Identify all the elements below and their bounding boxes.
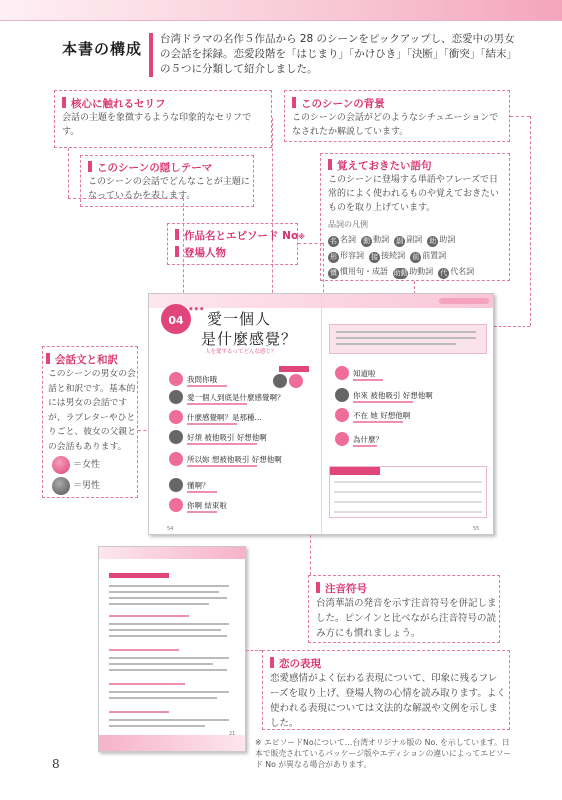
desc-zhuyin: 台湾華語の発音を示す注音符号を併記しました。ピンインと比べながら注音符号の読み方にも慣れましょう。 — [316, 598, 497, 639]
pos-item: 助 助詞 — [429, 235, 456, 245]
pos-legend — [328, 232, 508, 280]
label-hidden-theme: このシーンの隠しテーマ — [88, 160, 212, 175]
connector-line — [310, 535, 311, 575]
spread-page-number-left: 54 — [167, 526, 174, 532]
desc-hidden-theme: このシーンの会話でどんなことが主題になっているかを表します。 — [88, 177, 250, 201]
dialogue-line: 你啊 結束啦 — [187, 501, 227, 510]
desc-vocab: このシーンに登場する単語やフレーズで日常的によく使われるものや覚えておきたいものを取り上げています。 — [328, 175, 500, 213]
pos-item: 動 動詞 — [363, 235, 390, 245]
spread-page-number-right: 55 — [473, 526, 480, 532]
translation-line — [353, 401, 413, 403]
pos-legend-title: 品詞の凡例 — [328, 220, 368, 229]
desc-key-line: 会話の主題を象徴するような印象的なセリフです。 — [62, 113, 252, 137]
pos-item: 形 形容詞 — [330, 251, 364, 261]
translation-line — [187, 403, 247, 405]
page2-page-number: 21 — [229, 731, 236, 737]
dialogue-line: 不在 她 好想他啊 — [353, 411, 411, 420]
dialogue-line: 我問你哦 — [187, 375, 217, 384]
label-title-episode: 作品名とエピソード No※ — [175, 228, 305, 243]
love-expression-page-preview — [98, 546, 246, 752]
dialogue-line: 知道啦 — [353, 369, 376, 378]
header-intro-text: 台湾ドラマの名作５作品から 28 のシーンをピックアップし、恋愛中の男女の会話を採録。恋愛段階を「はじまり」「かけひき」「決断」「衝突」「結末」の５つに分類して紹介しました。 — [160, 33, 517, 75]
page-number: 8 — [52, 757, 60, 771]
translation-line — [353, 445, 377, 447]
male-icon — [169, 478, 183, 492]
page-spread-preview — [148, 293, 494, 535]
label-dialogue: 会話文と和訳 — [46, 352, 118, 367]
top-band-line — [0, 20, 562, 21]
desc-love-expression: 恋愛感情がよく伝わる表現について、印象に残るフレーズを取り上げ、登場人物の心情を読み取ります。よく使われる表現については文法的な解説や文例を示しました。 — [270, 673, 506, 729]
pos-item: 前 前置詞 — [412, 251, 447, 261]
male-icon — [169, 430, 183, 444]
connector-line — [494, 326, 530, 327]
label-zhuyin: 注音符号 — [316, 581, 367, 596]
spread-top-tab — [439, 298, 489, 304]
page-title: 本書の構成 — [62, 40, 143, 58]
scene-title-line2: 是什麼感覺？ — [201, 330, 298, 348]
male-icon — [169, 390, 183, 404]
translation-line — [187, 491, 217, 493]
header-accent-bar — [149, 33, 153, 77]
legend-female-label: ＝女性 — [73, 460, 101, 470]
dialogue-line: 所以妳 想被他吸引 好想他啊 — [187, 455, 282, 464]
translation-line — [187, 443, 257, 445]
female-icon — [289, 374, 303, 388]
female-icon — [169, 498, 183, 512]
pos-item: 名 名詞 — [330, 235, 356, 245]
translation-line — [187, 511, 217, 513]
label-characters: 登場人物 — [175, 245, 226, 260]
spread-gutter — [321, 294, 322, 534]
connector-line — [530, 116, 531, 326]
pos-item: 代 代名詞 — [440, 267, 475, 277]
label-vocab: 覚えておきたい語句 — [328, 158, 432, 173]
background-box — [329, 324, 487, 354]
connector-line — [68, 148, 69, 198]
dialogue-line: 為什麼？ — [353, 435, 383, 444]
translation-line — [353, 379, 383, 381]
dialogue-line: 好煩 被他吸引 好想他啊 — [187, 433, 267, 442]
connector-line — [272, 118, 273, 313]
footnote: ※ エピソードNoについて…台湾オリジナル版の No. を示しています。日本で販売されているパッケージ版やエディションの違いによってエピソード No が異なる場合があります。 — [255, 738, 512, 769]
pos-item: 慣 慣用句・成語 — [330, 267, 388, 277]
connector-line — [246, 650, 262, 651]
translation-line — [187, 465, 257, 467]
legend-male-label: ＝男性 — [73, 481, 101, 491]
label-key-line: 核心に触れるセリフ — [62, 96, 166, 111]
scene-number-badge: 04 — [161, 304, 191, 334]
female-icon — [169, 452, 183, 466]
desc-scene-background: このシーンの会話がどのようなシチュエーションでなされたか解説しています。 — [292, 113, 499, 137]
female-icon — [335, 432, 349, 446]
male-icon — [52, 477, 70, 495]
vocab-table — [329, 466, 487, 518]
dialogue-line: 什麼感覺啊？是那種… — [187, 413, 262, 422]
pos-item: 副 副詞 — [396, 235, 423, 245]
desc-dialogue: このシーンの男女の会話と和訳です。基本的には男女の会話ですが、ラブレターやひとりごと、彼女の父親との会話もあります。 — [48, 369, 136, 452]
spread-episode-tag — [279, 366, 309, 372]
scene-title-ruby: 人を愛するってどんな感じ？ — [205, 349, 277, 355]
pos-item: 助動 助動詞 — [393, 267, 434, 277]
translation-line — [187, 385, 227, 387]
connector-line — [510, 116, 530, 117]
male-icon — [273, 374, 287, 388]
connector-line — [68, 198, 183, 199]
dialogue-line: 懂啊？ — [187, 481, 210, 490]
dialogue-line: 愛一個人到底是什麼感覺啊？ — [187, 393, 285, 402]
male-icon — [335, 388, 349, 402]
female-icon — [52, 456, 70, 474]
translation-line — [353, 421, 403, 423]
female-icon — [169, 372, 183, 386]
label-love-expression: 恋の表現 — [270, 656, 321, 671]
female-icon — [335, 366, 349, 380]
dialogue-line: 你來 被他吸引 好想他啊 — [353, 391, 433, 400]
top-band — [0, 0, 562, 20]
spread-theme-tag: ◆ ◆ ◆ — [189, 306, 204, 312]
female-icon — [335, 408, 349, 422]
pos-item: 接 接続詞 — [371, 251, 406, 261]
female-icon — [169, 410, 183, 424]
translation-line — [187, 423, 237, 425]
label-scene-background: このシーンの背景 — [292, 96, 385, 111]
scene-title-line1: 愛一個人 — [207, 310, 272, 328]
